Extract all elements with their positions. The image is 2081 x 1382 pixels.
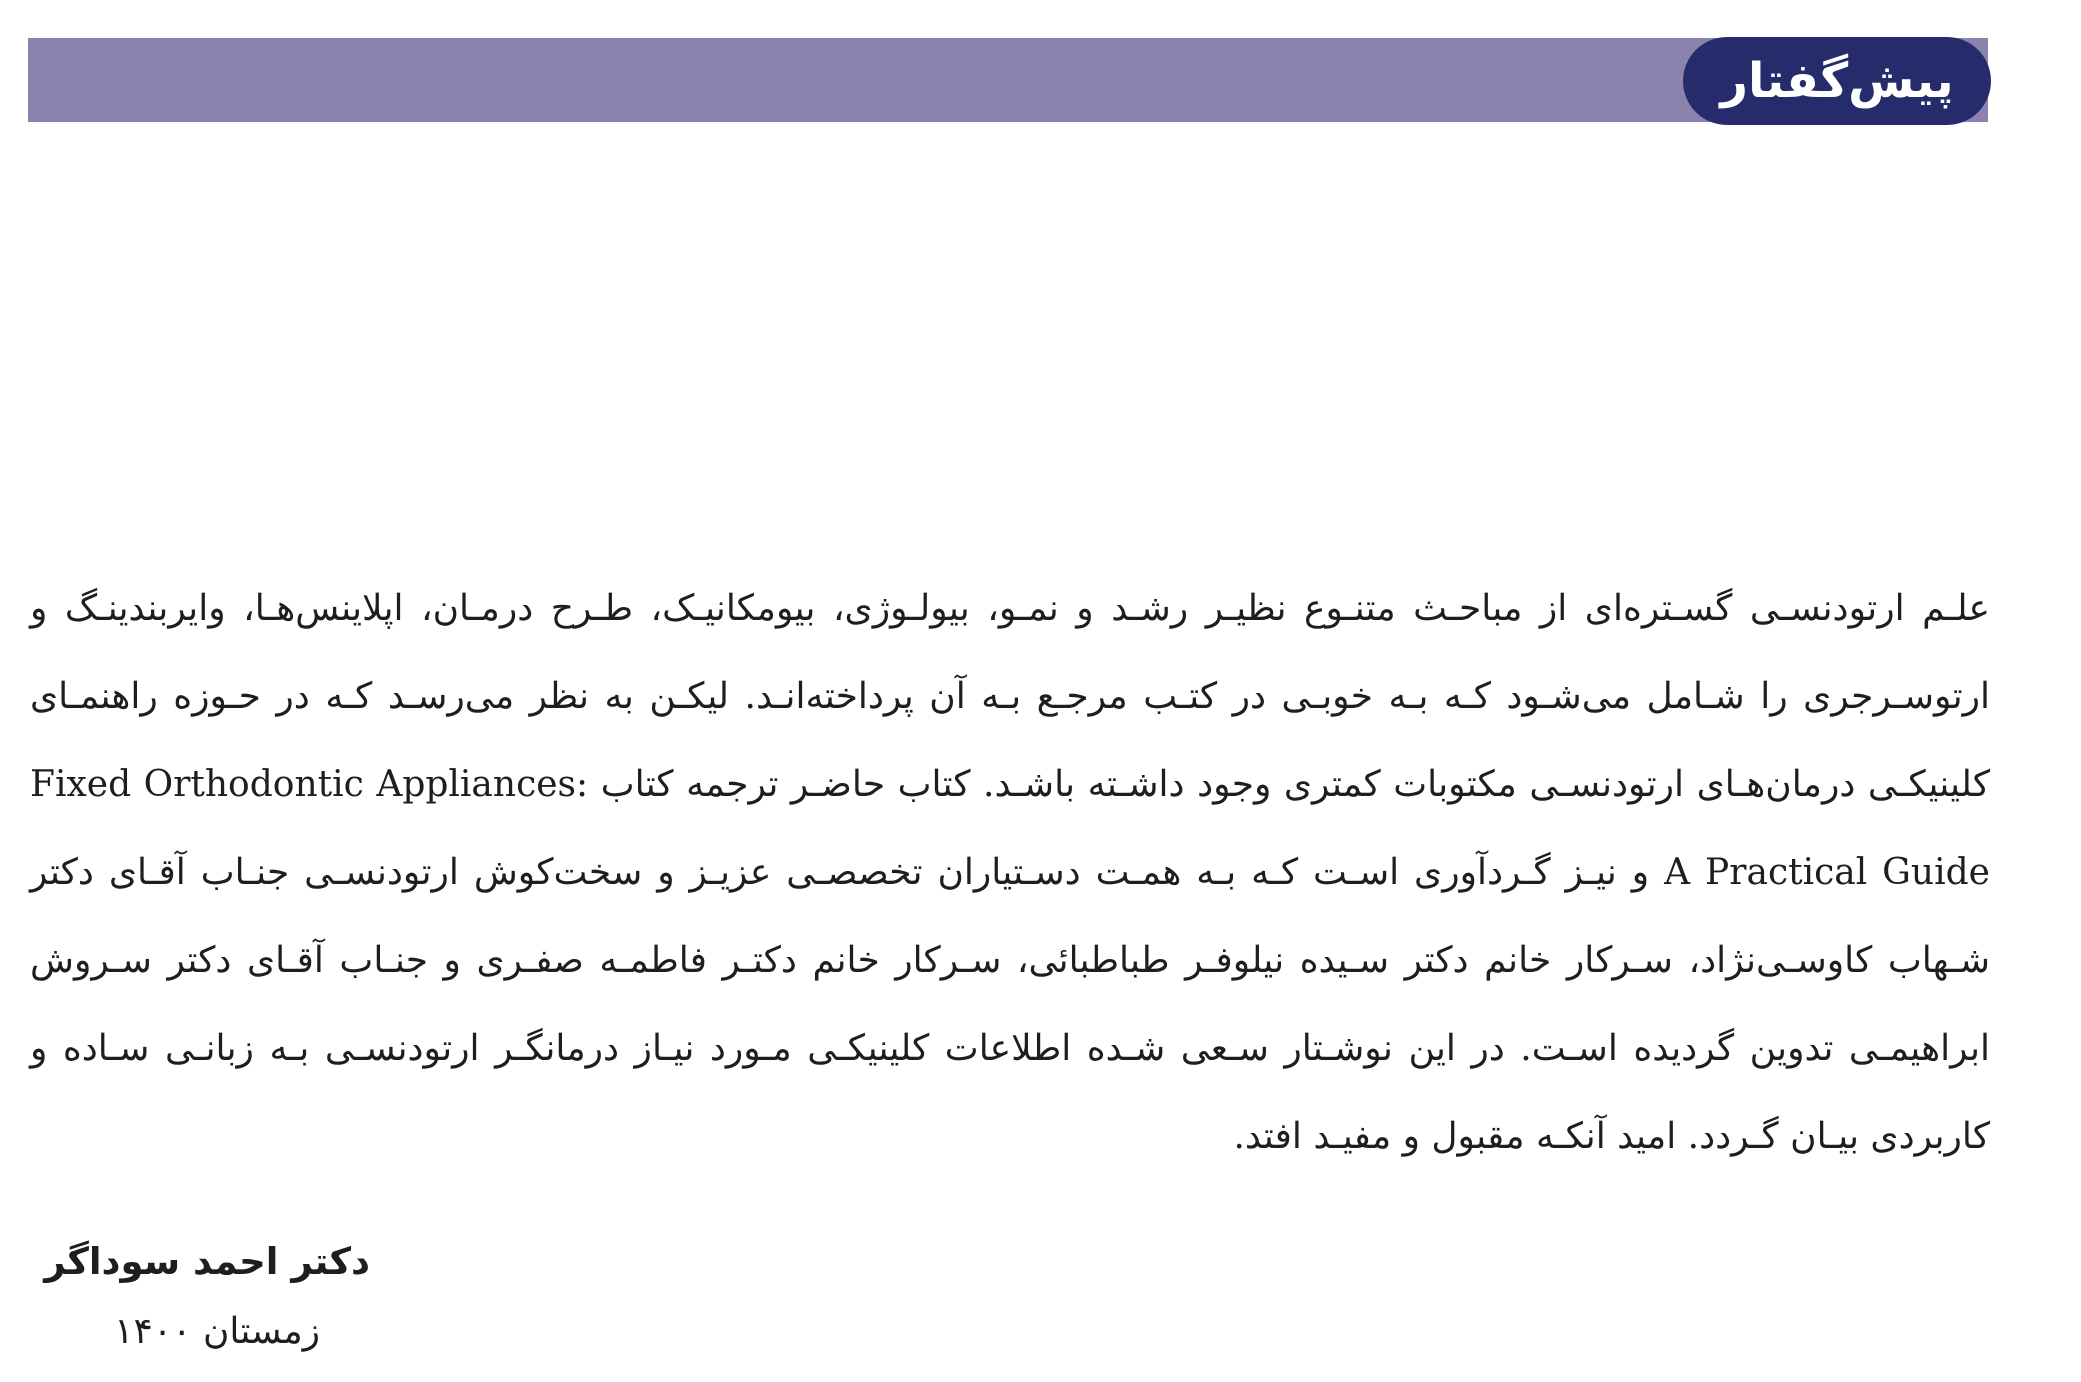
page-title: پیش‌گفتار [1720,53,1954,109]
book-title: Fixed Orthodontic Appliances: A Practical Guide [30,764,1990,893]
author-name: دکتر احمد سوداگر [44,1240,370,1283]
paragraph-text-part2: و نیـز گـردآوری اسـت کـه بـه همـت دسـتیاران تخصصـی عزیـز و سخت‌کوش ارتودنسـی جنـاب آقـای دکتر شـهاب کاوسـی‌نژاد، سـرکار خانم دکتر سـیده نیلوفـر طباطبائی، سـرکار خانم دکتـر فاطمـه صفـری و جنـاب آقـای دکتر سـروش ابراهیمـی تدوین گردیده اسـت. در این نوشـتار سـعی شـده اطلاعات کلینیکـی مـورد نیـاز درمانگـر ارتودنسـی بـه زبانـی سـاده و کاربردی بیـان گـردد. امید آنکـه مقبول و مفیـد افتد. [30,852,1990,1157]
preface-paragraph [30,565,1990,1181]
signature-date: زمستان ۱۴۰۰ [114,1311,320,1352]
title-badge [1683,37,1991,125]
paragraph-text-part1: علـم ارتودنسـی گسـتره‌ای از مباحـث متنـوع نظیـر رشـد و نمـو، بیولـوژی، بیومکانیـک، طـرح درمـان، اپلاینس‌هـا، وایربندینـگ و ارتوسـرجری را شـامل می‌شـود کـه بـه خوبـی در کتـب مرجـع بـه آن پرداخته‌انـد. لیکـن به نظر می‌رسـد کـه در حـوزه راهنمـای کلینیکـی درمان‌هـای ارتودنسـی مکتوبات کمتری وجود داشـته باشـد. کتاب حاضـر ترجمه کتاب [30,588,1990,805]
